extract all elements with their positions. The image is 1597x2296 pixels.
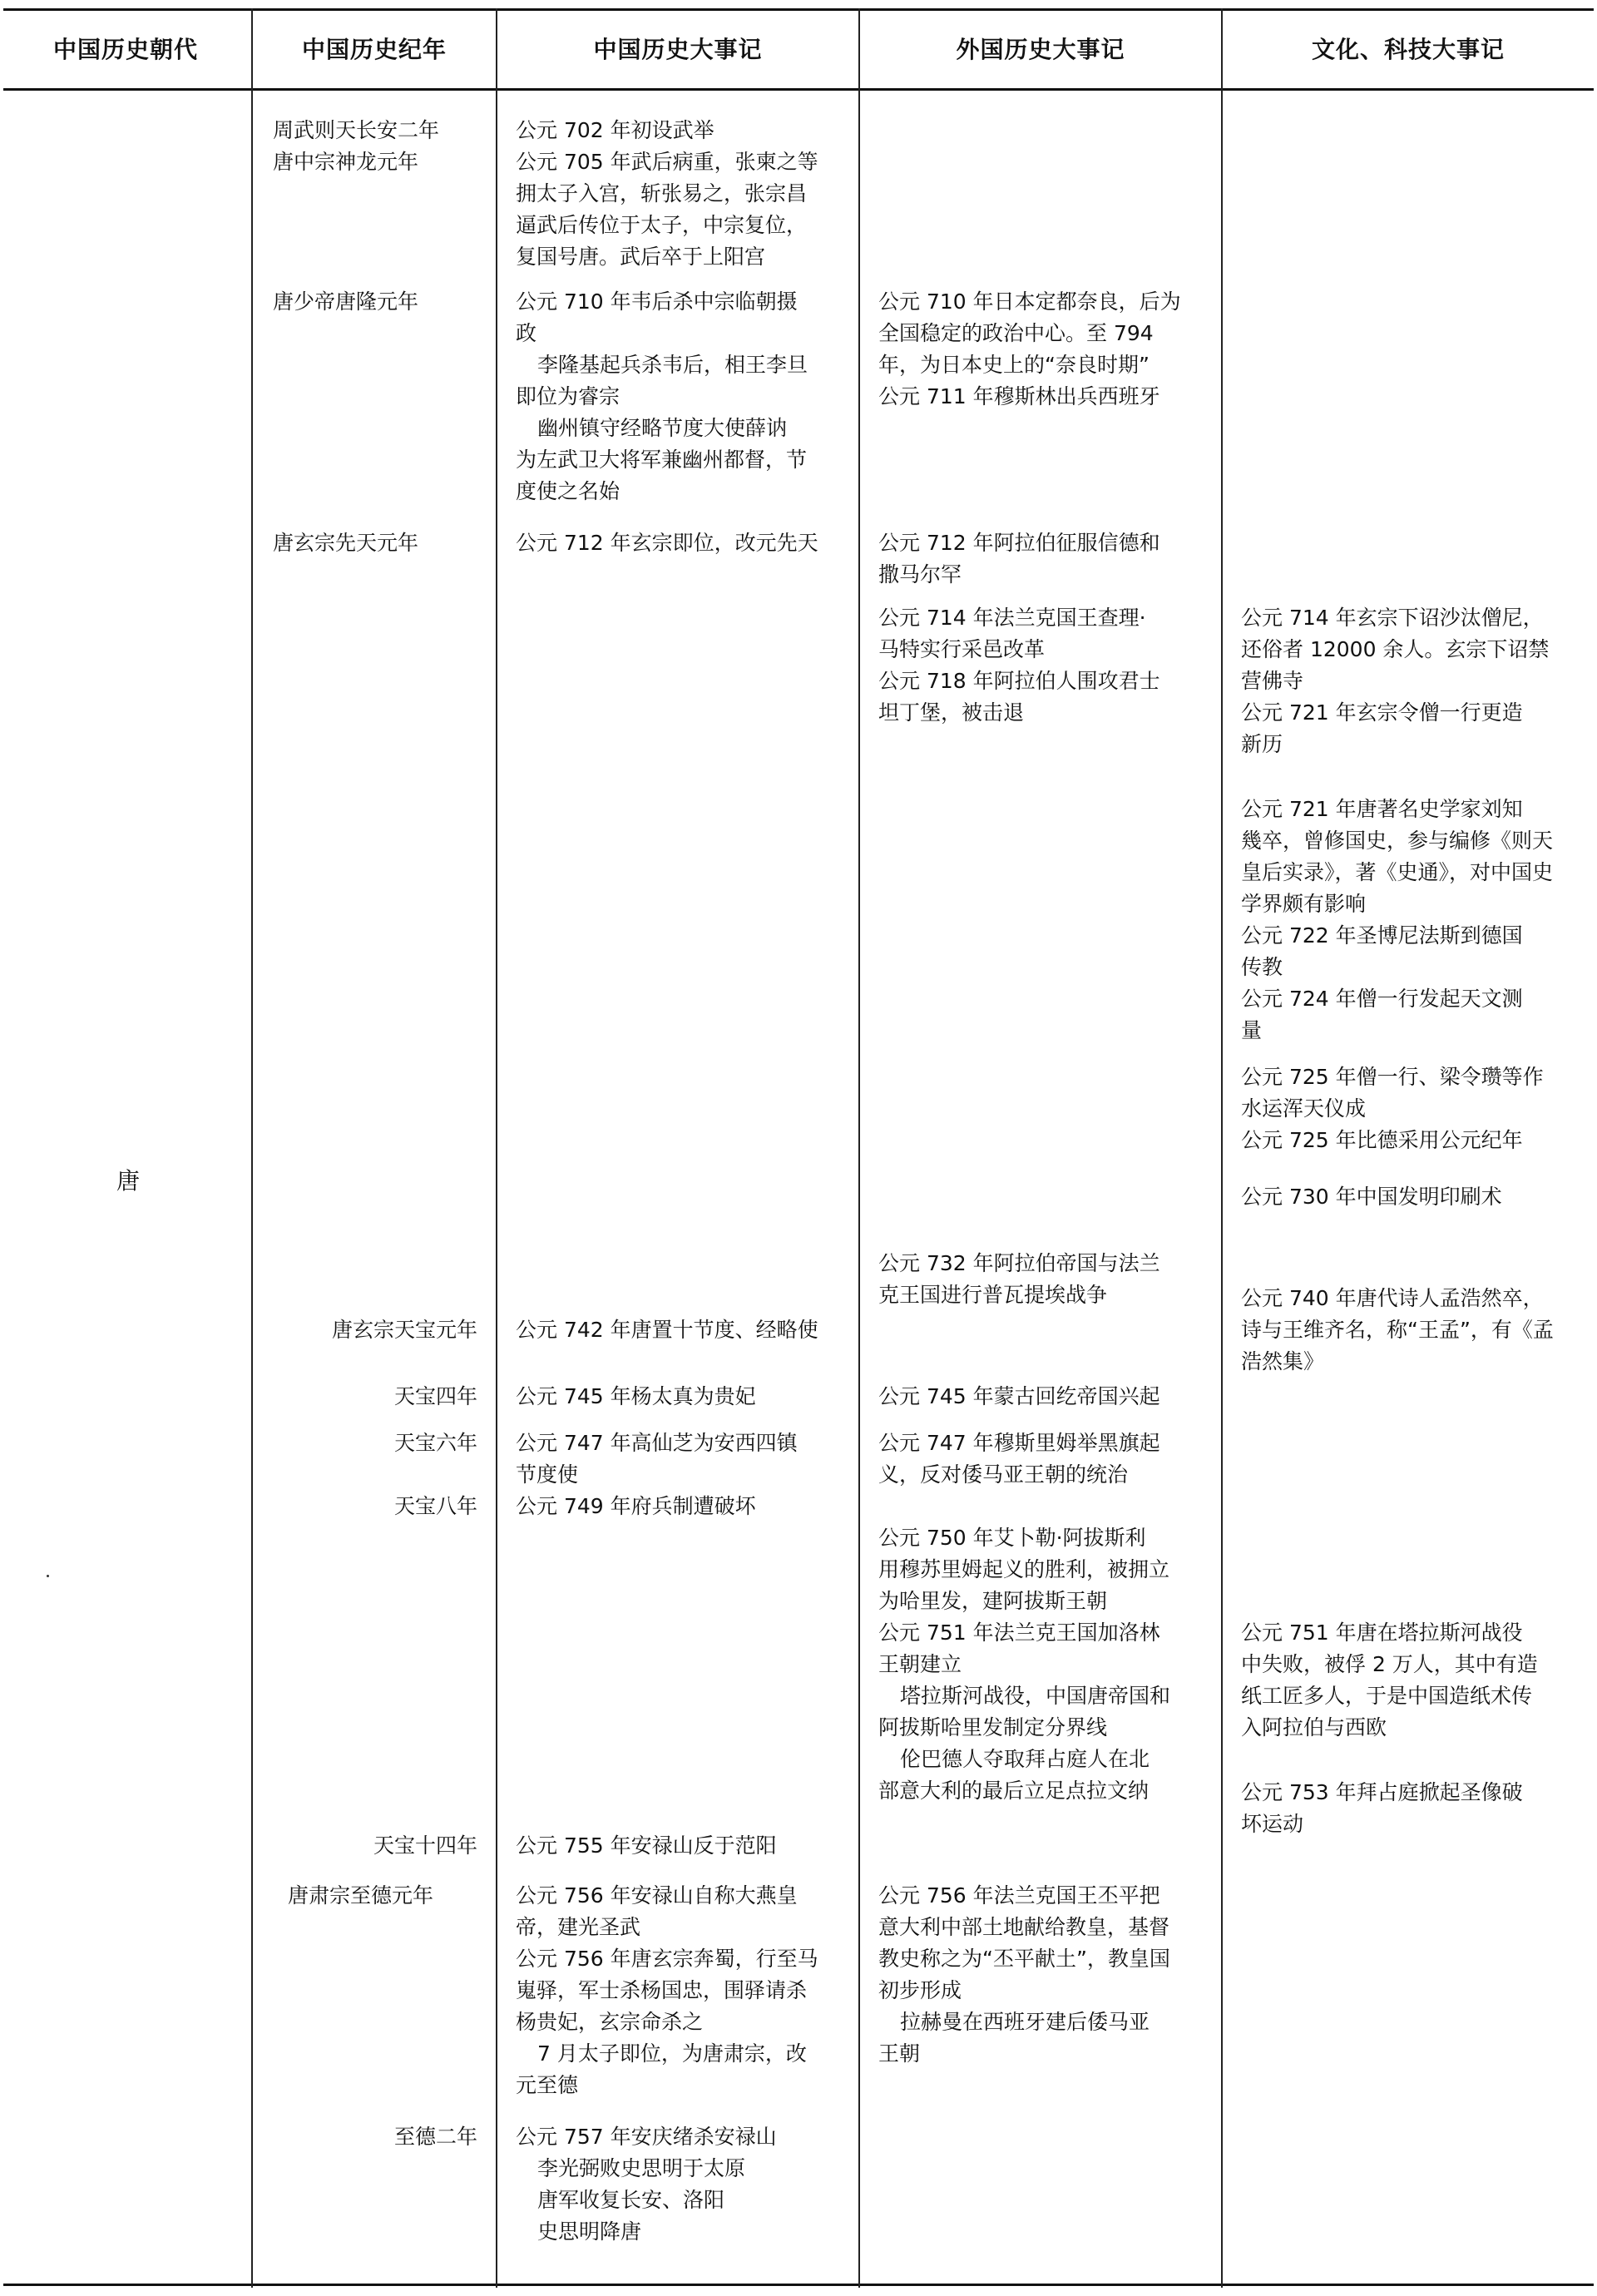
china-events-block	[516, 1381, 756, 1413]
event-line: 公元 712 年阿拉伯征服信德和	[878, 531, 1160, 555]
reign-label: 至德二年	[393, 2125, 477, 2149]
event-line: 度使之名始	[516, 479, 621, 503]
event-line: 李光弼败史思明于太原	[537, 2156, 746, 2180]
event-line: 公元 711 年穆斯林出兵西班牙	[878, 384, 1160, 408]
china-events-block	[516, 2121, 777, 2248]
china-events-block	[516, 527, 818, 559]
event-line: 公元 745 年杨太真为贵妃	[516, 1384, 756, 1408]
culture-events-block	[1241, 1181, 1502, 1213]
event-line: 公元 730 年中国发明印刷术	[1241, 1185, 1502, 1209]
culture-events-block	[1241, 1617, 1538, 1744]
event-line: 公元 712 年玄宗即位，改元先天	[516, 531, 818, 555]
event-line: 用穆苏里姆起义的胜利，被拥立	[878, 1557, 1170, 1581]
event-line: 王朝	[878, 2041, 921, 2066]
reign-label: 天宝十四年	[373, 1833, 477, 1858]
top-rule	[3, 8, 1594, 11]
event-line: 马特实行采邑改革	[878, 637, 1046, 661]
header-culture-events: 文化、科技大事记	[1311, 36, 1505, 63]
dynasty-label: 唐	[116, 1167, 141, 1195]
event-line: 全国稳定的政治中心。至 794	[878, 321, 1154, 345]
event-line: 入阿拉伯与西欧	[1241, 1715, 1387, 1739]
event-line: 幾卒，曾修国史，参与编修《则天	[1241, 829, 1554, 853]
event-line: 传教	[1241, 955, 1283, 979]
print-speck	[47, 1575, 49, 1577]
event-line: 公元 753 年拜占庭掀起圣像破	[1241, 1780, 1523, 1804]
event-line: 诗与王维齐名，称“王孟”，有《孟	[1241, 1318, 1554, 1342]
column-divider	[251, 8, 253, 2288]
reign-label: 唐肃宗至德元年	[288, 1883, 434, 1908]
event-line: 公元 725 年僧一行、梁令瓒等作	[1241, 1065, 1544, 1089]
foreign-events-block	[878, 602, 1160, 729]
reign-label: 唐玄宗天宝元年	[331, 1318, 477, 1342]
reign-label: 天宝六年	[393, 1431, 477, 1455]
header-rule	[3, 88, 1594, 91]
china-events-block	[516, 286, 808, 507]
event-line: 公元 702 年初设武举	[516, 118, 714, 142]
event-line: 公元 740 年唐代诗人孟浩然卒，	[1241, 1286, 1544, 1310]
event-line: 公元 714 年玄宗下诏沙汰僧尼，	[1241, 606, 1544, 630]
event-line: 节度使	[516, 1462, 579, 1487]
culture-events-block	[1241, 1061, 1544, 1156]
header-dynasty: 中国历史朝代	[52, 36, 198, 63]
event-line: 公元 714 年法兰克国王查理·	[878, 606, 1146, 630]
header-china-events: 中国历史大事记	[593, 36, 763, 63]
event-line: 公元 710 年韦后杀中宗临朝摄	[516, 289, 798, 314]
event-line: 公元 750 年艾卜勒·阿拔斯利	[878, 1526, 1146, 1550]
event-line: 义，反对倭马亚王朝的统治	[878, 1462, 1129, 1487]
column-divider	[496, 8, 497, 2288]
foreign-events-block	[878, 286, 1181, 413]
event-line: 坦丁堡，被击退	[878, 700, 1025, 725]
foreign-events-block	[878, 1248, 1160, 1311]
event-line: 公元 732 年阿拉伯帝国与法兰	[878, 1251, 1160, 1275]
event-line: 克王国进行普瓦提埃战争	[878, 1283, 1108, 1307]
event-line: 帝，建光圣武	[516, 1915, 641, 1939]
event-line: 坏运动	[1241, 1812, 1304, 1836]
event-line: 教史称之为“丕平献土”，教皇国	[878, 1947, 1170, 1971]
event-line: 水运浑天仪成	[1241, 1096, 1367, 1121]
event-line: 伦巴德人夺取拜占庭人在北	[900, 1747, 1150, 1771]
event-line: 量	[1241, 1018, 1263, 1042]
reign-label: 天宝四年	[393, 1384, 477, 1408]
event-line: 公元 756 年法兰克国王丕平把	[878, 1883, 1160, 1908]
event-line: 复国号唐。武后卒于上阳宫	[516, 245, 766, 269]
foreign-events-block	[878, 1381, 1160, 1413]
event-line: 公元 745 年蒙古回纥帝国兴起	[878, 1384, 1160, 1408]
foreign-events-block	[878, 1428, 1160, 1491]
event-line: 李隆基起兵杀韦后，相王李旦	[537, 353, 808, 377]
event-line: 初步形成	[878, 1978, 962, 2002]
event-line: 浩然集》	[1241, 1349, 1325, 1373]
event-line: 杨贵妃，玄宗命杀之	[516, 2010, 704, 2034]
column-divider	[858, 8, 860, 2288]
event-line: 公元 751 年法兰克王国加洛林	[878, 1621, 1160, 1645]
event-line: 阿拔斯哈里发制定分界线	[878, 1715, 1108, 1739]
event-line: 即位为睿宗	[516, 384, 621, 408]
event-line: 公元 756 年唐玄宗奔蜀，行至马	[516, 1947, 818, 1971]
event-line: 为左武卫大将军兼幽州都督，节	[516, 448, 808, 472]
reign-label: 唐少帝唐隆元年	[273, 289, 419, 314]
event-line: 公元 721 年玄宗令僧一行更造	[1241, 700, 1523, 725]
event-line: 公元 725 年比德采用公元纪年	[1241, 1128, 1523, 1152]
event-line: 塔拉斯河战役，中国唐帝国和	[900, 1684, 1171, 1708]
event-line: 营佛寺	[1241, 669, 1304, 693]
event-line: 为哈里发，建阿拔斯王朝	[878, 1589, 1108, 1613]
event-line: 嵬驿，军士杀杨国忠，围驿请杀	[516, 1978, 808, 2002]
event-line: 撒马尔罕	[878, 562, 962, 586]
culture-events-block	[1241, 794, 1553, 1047]
reign-label: 周武则天长安二年	[273, 118, 440, 142]
event-line: 纸工匠多人，于是中国造纸术传	[1241, 1684, 1533, 1708]
event-line: 公元 749 年府兵制遭破坏	[516, 1494, 756, 1518]
header-foreign-events: 外国历史大事记	[956, 36, 1125, 63]
event-line: 还俗者 12000 余人。玄宗下诏禁	[1241, 637, 1550, 661]
china-events-block	[516, 1314, 818, 1346]
event-line: 新历	[1241, 732, 1283, 756]
china-events-block	[516, 1428, 798, 1522]
event-line: 7 月太子即位，为唐肃宗，改	[537, 2041, 807, 2066]
event-line: 王朝建立	[878, 1652, 962, 1676]
event-line: 元至德	[516, 2073, 579, 2097]
foreign-events-block	[878, 1880, 1170, 2070]
event-line: 唐军收复长安、洛阳	[537, 2188, 725, 2212]
culture-events-block	[1241, 1283, 1554, 1378]
event-line: 公元 705 年武后病重，张柬之等	[516, 150, 818, 174]
event-line: 逼武后传位于太子，中宗复位，	[516, 213, 808, 237]
event-line: 公元 718 年阿拉伯人围攻君士	[878, 669, 1160, 693]
china-events-block	[516, 1830, 777, 1862]
event-line: 史思明降唐	[537, 2219, 642, 2244]
event-line: 公元 747 年高仙芝为安西四镇	[516, 1431, 798, 1455]
event-line: 公元 710 年日本定都奈良，后为	[878, 289, 1181, 314]
header-reign: 中国历史纪年	[301, 36, 447, 63]
culture-events-block	[1241, 602, 1549, 760]
event-line: 学界颇有影响	[1241, 892, 1367, 916]
event-line: 皇后实录》，著《史通》，对中国史	[1241, 860, 1554, 884]
event-line: 拉赫曼在西班牙建后倭马亚	[900, 2010, 1150, 2034]
bottom-rule	[3, 2284, 1594, 2286]
event-line: 公元 747 年穆斯里姆举黑旗起	[878, 1431, 1160, 1455]
event-line: 政	[516, 321, 537, 345]
event-line: 公元 742 年唐置十节度、经略使	[516, 1318, 818, 1342]
foreign-events-block	[878, 527, 1160, 591]
event-line: 幽州镇守经略节度大使薛讷	[537, 416, 788, 440]
culture-events-block	[1241, 1777, 1523, 1840]
china-events-block	[516, 115, 818, 273]
event-line: 部意大利的最后立足点拉文纳	[878, 1779, 1150, 1803]
event-line: 意大利中部土地献给教皇，基督	[878, 1915, 1170, 1939]
event-line: 公元 755 年安禄山反于范阳	[516, 1833, 777, 1858]
event-line: 年，为日本史上的“奈良时期”	[878, 353, 1150, 377]
event-line: 公元 721 年唐著名史学家刘知	[1241, 797, 1523, 821]
event-line: 公元 724 年僧一行发起天文测	[1241, 987, 1523, 1011]
china-events-block	[516, 1880, 818, 2101]
column-divider	[1221, 8, 1223, 2288]
event-line: 公元 722 年圣博尼法斯到德国	[1241, 923, 1523, 948]
event-line: 公元 751 年唐在塔拉斯河战役	[1241, 1621, 1523, 1645]
event-line: 公元 756 年安禄山自称大燕皇	[516, 1883, 798, 1908]
foreign-events-block	[878, 1522, 1170, 1807]
reign-label: 天宝八年	[393, 1494, 477, 1518]
event-line: 拥太子入宫，斩张易之，张宗昌	[516, 181, 808, 205]
event-line: 中失败，被俘 2 万人，其中有造	[1241, 1652, 1538, 1676]
reign-label: 唐玄宗先天元年	[273, 531, 419, 555]
reign-label: 唐中宗神龙元年	[273, 150, 419, 174]
event-line: 公元 757 年安庆绪杀安禄山	[516, 2125, 777, 2149]
